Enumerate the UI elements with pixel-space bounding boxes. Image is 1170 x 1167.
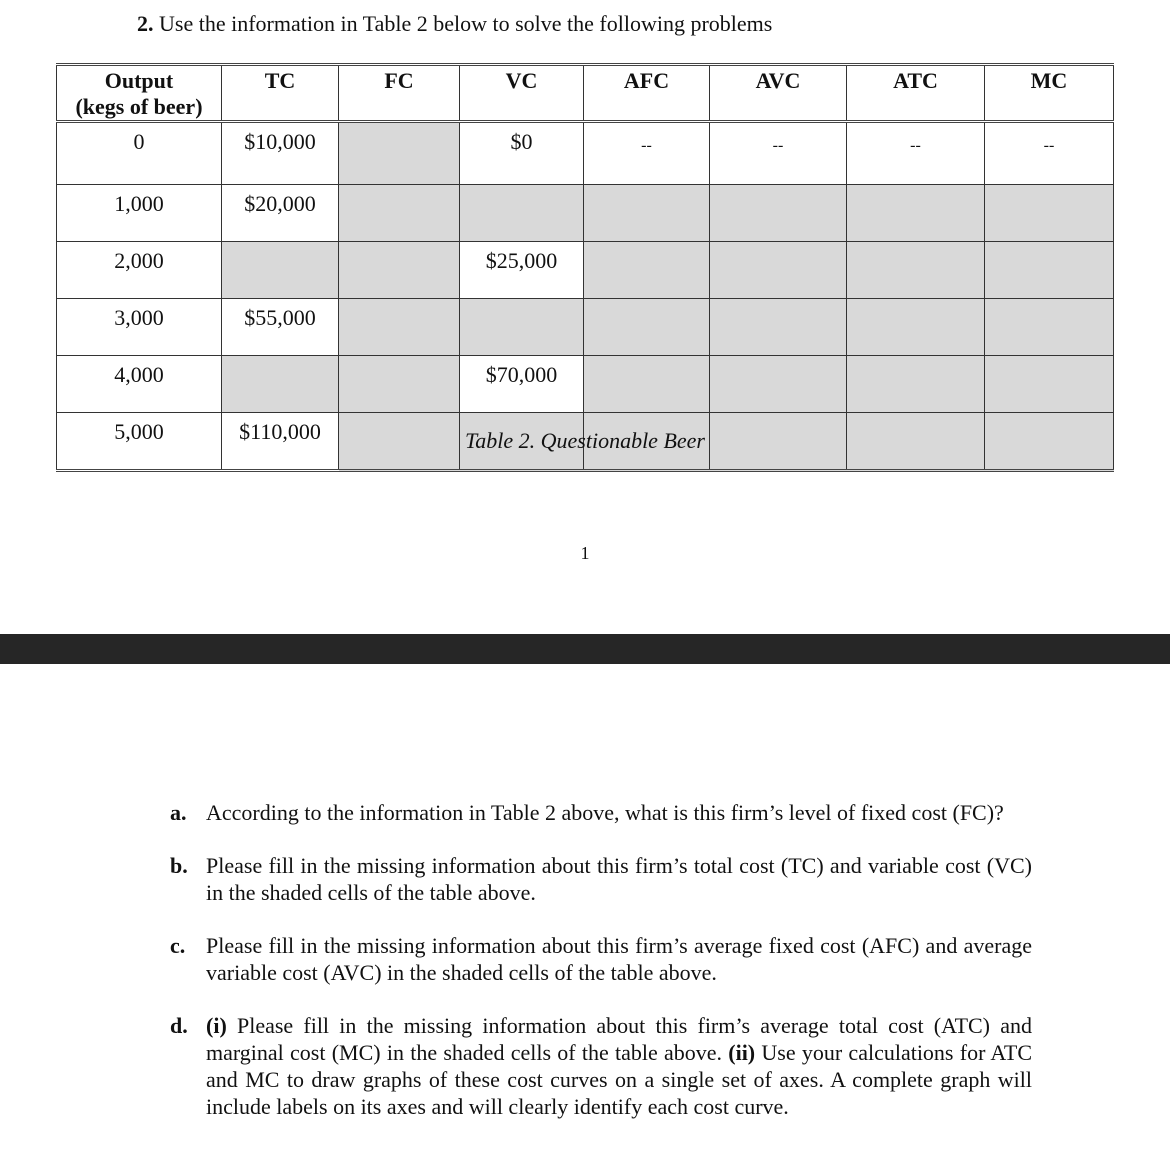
header-afc: AFC: [584, 65, 710, 122]
question-label: c.: [170, 933, 186, 958]
header-mc: MC: [985, 65, 1114, 122]
problem-heading-text: Use the information in Table 2 below to solve the following problems: [153, 11, 773, 36]
cell-tc: $20,000: [222, 185, 339, 242]
cell-vc: [460, 185, 584, 242]
cell-mc: [985, 299, 1114, 356]
cell-atc: [847, 299, 985, 356]
cell-afc: [584, 356, 710, 413]
question-label: b.: [170, 853, 188, 878]
table-row: [57, 185, 1114, 242]
cell-output: 5,000: [57, 413, 222, 471]
question-text: Please fill in the missing information about this firm’s total cost (TC) and variable cost (VC) in the shaded cells of the table above.: [206, 853, 1032, 905]
cell-output: 4,000: [57, 356, 222, 413]
cell-atc: [847, 356, 985, 413]
cell-avc: [710, 242, 847, 299]
header-vc: VC: [460, 65, 584, 122]
cell-vc: [460, 299, 584, 356]
cost-table: [56, 63, 1114, 472]
question-a: [170, 799, 1032, 826]
cell-fc: [339, 356, 460, 413]
cell-output: 3,000: [57, 299, 222, 356]
header-tc: TC: [222, 65, 339, 122]
cell-fc: [339, 242, 460, 299]
question-text: According to the information in Table 2 above, what is this firm’s level of fixed cost (FC)?: [206, 800, 1004, 825]
table-row: [57, 356, 1114, 413]
cell-avc: [710, 185, 847, 242]
cell-tc: $110,000: [222, 413, 339, 471]
cell-avc: [710, 356, 847, 413]
page-number: 1: [580, 543, 590, 563]
cell-tc: [222, 242, 339, 299]
header-fc: FC: [339, 65, 460, 122]
cell-avc: [710, 299, 847, 356]
question-label: a.: [170, 800, 187, 825]
question-b: [170, 852, 1032, 906]
part-marker: (ii): [728, 1040, 756, 1065]
page-divider-bar: [0, 634, 1170, 664]
cell-fc: [339, 299, 460, 356]
cell-vc: $70,000: [460, 356, 584, 413]
cell-afc: [584, 185, 710, 242]
cell-mc: [985, 242, 1114, 299]
table-caption: Table 2. Questionable Beer: [465, 428, 705, 453]
question-d: [170, 1012, 1032, 1120]
cell-afc: --: [584, 122, 710, 185]
table-row: [57, 299, 1114, 356]
cell-fc: [339, 185, 460, 242]
question-text: Please fill in the missing information about this firm’s average fixed cost (AFC) and average variable cost (AVC) in the shaded cells of the table above.: [206, 933, 1032, 985]
problem-heading: [137, 10, 772, 38]
cell-tc: $10,000: [222, 122, 339, 185]
cell-output: 2,000: [57, 242, 222, 299]
cell-vc: $25,000: [460, 242, 584, 299]
cell-afc: [584, 299, 710, 356]
table-header-row: [57, 65, 1114, 122]
cell-tc: [222, 356, 339, 413]
cell-fc: [339, 122, 460, 185]
problem-number: 2.: [137, 11, 154, 36]
question-c: [170, 932, 1032, 986]
cell-mc: [985, 356, 1114, 413]
cell-mc: --: [985, 122, 1114, 185]
question-text: (i) Please fill in the missing information about this firm’s average total cost (ATC) and marginal cost (MC) in the shaded cells of the table above. (ii) Use your calculations for ATC and MC to draw graphs of these cost curves on a single set of axes. A complete graph will include labels on its axes and will clearly identify each cost curve.: [206, 1013, 1032, 1119]
question-label: d.: [170, 1013, 188, 1038]
table-row: [57, 122, 1114, 185]
cell-output: 1,000: [57, 185, 222, 242]
cell-output: 0: [57, 122, 222, 185]
part-marker: (i): [206, 1013, 227, 1038]
cell-atc: --: [847, 122, 985, 185]
cell-atc: [847, 185, 985, 242]
cell-afc: [584, 242, 710, 299]
header-atc: ATC: [847, 65, 985, 122]
cell-avc: --: [710, 122, 847, 185]
header-output: Output (kegs of beer): [57, 65, 222, 122]
cell-atc: [847, 242, 985, 299]
cell-mc: [985, 185, 1114, 242]
cell-vc: $0: [460, 122, 584, 185]
question-list: [170, 799, 1032, 1146]
header-avc: AVC: [710, 65, 847, 122]
table-row: [57, 242, 1114, 299]
cell-tc: $55,000: [222, 299, 339, 356]
